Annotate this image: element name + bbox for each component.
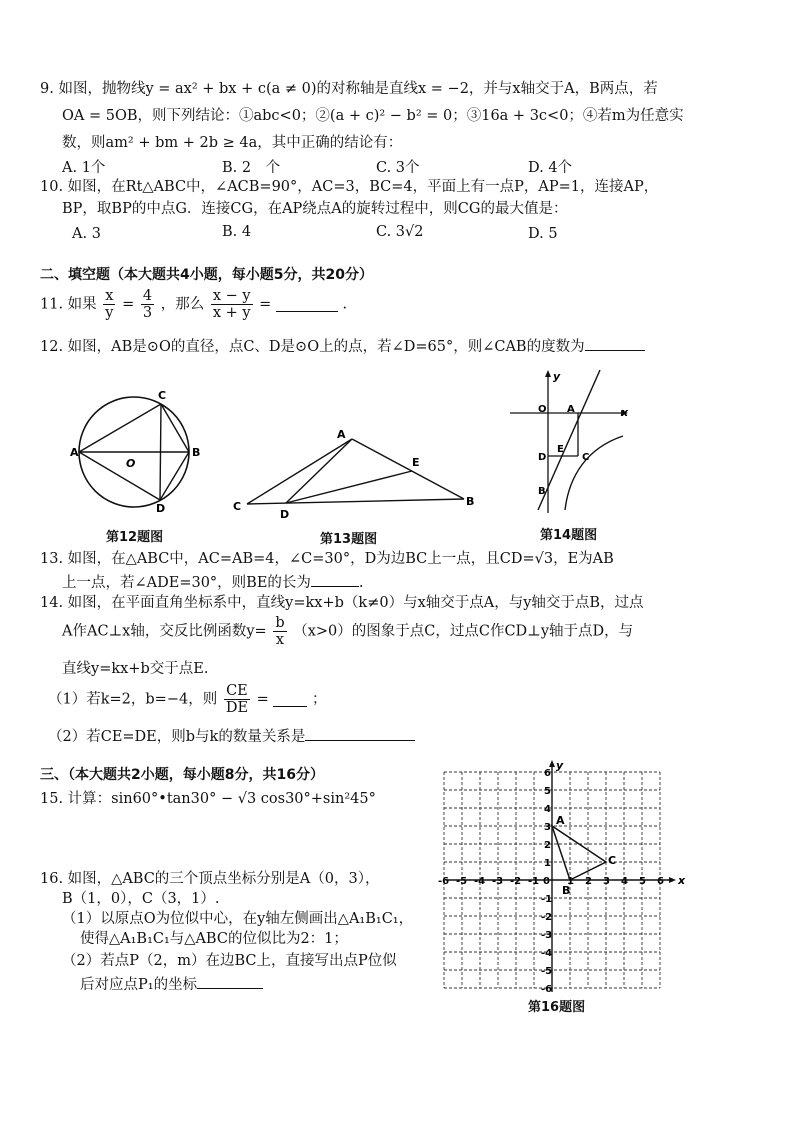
q11-suffix: =: [259, 296, 272, 313]
fig16-x-tick-label: 4: [621, 876, 628, 887]
fig16-y-tick-label: 3: [544, 822, 551, 833]
q13-line2: [62, 572, 364, 592]
fig13-label-a: A: [337, 428, 346, 441]
q11-frac1-num: x: [103, 288, 115, 305]
fig16-label-x: x: [678, 874, 686, 887]
section-3-heading: 三、（本大题共2小题，每小题8分，共16分）: [40, 767, 324, 783]
q11-frac3-den: x + y: [212, 305, 251, 321]
fig16-x-tick-label: 3: [603, 876, 610, 887]
fig16-y-tick-label: 2: [544, 840, 551, 851]
q11-frac3-num: x − y: [212, 288, 251, 304]
fig13-label-e: E: [412, 456, 420, 469]
q9-line3: 数，则am² + bm + 2b ≥ 4a，其中正确的结论有：: [62, 135, 403, 151]
q9-option-b: B. 2 个: [222, 160, 281, 176]
figure-16: [440, 760, 685, 995]
fig16-label-y: y: [556, 759, 564, 772]
q11-equals: =: [122, 296, 135, 313]
q11-answer-blank[interactable]: [276, 297, 338, 312]
q16-line3: （1）以原点O为位似中心，在y轴左侧画出△A₁B₁C₁，: [62, 911, 414, 927]
fig16-y-tick-label: -1: [541, 894, 553, 905]
q11-end: .: [342, 296, 348, 313]
q11-prefix: 11. 如果: [40, 296, 97, 313]
fig16-y-tick-label: 5: [544, 786, 551, 797]
fig16-x-tick-label: 6: [657, 876, 664, 887]
fig14-caption: 第14题图: [540, 528, 598, 543]
q12-text: 12. 如图，AB是⊙O的直径，点C、D是⊙O上的点，若∠D=65°，则∠CAB的度数为: [40, 339, 585, 355]
q12-line: [40, 336, 645, 356]
fig14-hyperbola: [565, 436, 623, 510]
q16-line4: 使得△A₁B₁C₁与△ABC的位似比为2：1；: [80, 931, 348, 947]
fig14-label-o: O: [538, 404, 547, 415]
q13-line1: 13. 如图，在△ABC中，AC=AB=4，∠C=30°，D为边BC上一点，且CD=√3，E为AB: [40, 551, 614, 567]
q14-sub2-text: （2）若CE=DE，则b与k的数量关系是: [48, 729, 306, 745]
fig14-label-c: C: [582, 452, 590, 463]
figure-13: [228, 424, 478, 519]
fig13-label-c: C: [233, 500, 242, 513]
q16-line1: 16. 如图，△ABC的三个顶点坐标分别是A（0，3），: [40, 871, 380, 887]
q14-sub1-den: DE: [225, 700, 249, 716]
fig14-label-a: A: [567, 404, 575, 415]
fig14-label-b: B: [538, 486, 546, 497]
q14-sub1-equals: =: [256, 691, 269, 708]
q14-frac-num: b: [275, 615, 285, 631]
fig12-chord-bd: [160, 452, 189, 500]
fig12-chord-cb: [161, 404, 189, 452]
fig16-label-b: B: [562, 884, 571, 897]
q11-mid: ，那么: [160, 296, 205, 313]
fig16-y-arrow: [549, 760, 555, 767]
fig12-label-a: A: [70, 446, 79, 459]
q14-sub1-end: ；: [312, 691, 327, 708]
fig13-label-b: B: [466, 495, 475, 508]
fig12-chord-ac: [79, 404, 161, 452]
fig16-x-tick-label: 0: [543, 876, 550, 887]
fig16-y-tick-label: 6: [544, 768, 551, 779]
fig14-label-y: y: [553, 370, 561, 383]
q9-option-c: C. 3个: [376, 160, 420, 176]
q16-answer-blank[interactable]: [197, 974, 263, 989]
fig13-side-ca: [247, 439, 352, 504]
q11-frac2-num: 4: [142, 288, 153, 304]
q9-option-a: A. 1个: [62, 160, 106, 176]
q14-sub2-answer-blank[interactable]: [305, 726, 415, 741]
fig16-y-tick-label: -3: [541, 930, 553, 941]
q16-line5: （2）若点P（2，m）在边BC上，直接写出点P位似: [62, 953, 397, 969]
q11-line: [40, 288, 347, 321]
fig12-label-d: D: [156, 502, 166, 515]
q14-frac-den: x: [275, 632, 285, 648]
fig16-y-tick-label: -4: [541, 948, 553, 959]
fig16-x-tick-label: 1: [567, 876, 574, 887]
fig13-side-ab: [352, 439, 464, 499]
fig12-chord-cd: [160, 404, 161, 500]
q9-line1: 9. 如图，抛物线y = ax² + bx + c(a ≠ 0)的对称轴是直线x = −2，并与x轴交于A，B两点，若: [40, 81, 658, 97]
q10-option-d: D. 5: [528, 226, 558, 242]
figure-12: [70, 390, 200, 520]
fig12-label-c: C: [158, 389, 167, 402]
fig12-caption: 第12题图: [106, 530, 164, 545]
q10-line1: 10. 如图，在Rt△ABC中，∠ACB=90°，AC=3，BC=4，平面上有一点P，AP=1，连接AP，: [40, 179, 659, 195]
fig14-label-e: E: [557, 444, 564, 455]
q11-fraction-43: [141, 288, 154, 321]
q14-fraction-bx: [273, 615, 286, 648]
q13-line2-text: 上一点，若∠ADE=30°，则BE的长为: [62, 575, 311, 591]
q14-sub1-text: （1）若k=2，b=−4，则: [48, 691, 218, 708]
q15-line: 15. 计算：sin60°•tan30° − √3 cos30°+sin²45°: [40, 791, 376, 807]
q9-line2: OA = 5OB，则下列结论：①abc<0；②(a + c)² − b² = 0；③16a + 3c<0；④若m为任意实: [62, 108, 684, 124]
fig14-label-x: x: [621, 406, 629, 419]
fig16-y-tick-label: 1: [544, 858, 551, 869]
q11-fraction-xy: [103, 288, 115, 321]
q16-line6-text: 后对应点P₁的坐标: [80, 977, 198, 993]
fig13-segment-da: [286, 439, 352, 503]
q11-fraction-expr: [211, 288, 253, 321]
fig16-x-tick-label: -5: [456, 876, 468, 887]
q14-sub1-fraction: [224, 683, 250, 716]
fig16-x-arrow: [669, 877, 676, 883]
fig16-x-tick-label: -1: [528, 876, 540, 887]
section-2-heading: 二、填空题（本大题共4小题，每小题5分，共20分）: [40, 267, 373, 283]
fig16-x-tick-label: -2: [510, 876, 522, 887]
q16-line6: [80, 974, 263, 994]
q10-option-b: B. 4: [222, 224, 252, 240]
fig16-triangle-abc: [552, 826, 606, 880]
fig13-caption: 第13题图: [320, 532, 378, 547]
fig13-segment-de: [286, 471, 412, 503]
fig16-y-tick-label: -6: [541, 984, 553, 995]
fig14-y-arrow: [545, 370, 551, 377]
q11-frac2-den: 3: [142, 305, 153, 321]
fig16-x-tick-label: -4: [474, 876, 486, 887]
q14-sub1: [48, 683, 327, 716]
q14-line2-text-b: （x>0）的图象于点C，过点C作CD⊥y轴于点D，与: [293, 623, 634, 640]
fig16-x-tick-label: 5: [639, 876, 646, 887]
fig16-caption: 第16题图: [528, 1000, 586, 1015]
q13-answer-blank[interactable]: [311, 572, 359, 587]
fig16-x-ticks: [438, 876, 664, 887]
fig16-x-tick-label: -3: [492, 876, 504, 887]
fig13-label-d: D: [280, 508, 290, 521]
fig16-y-tick-label: 4: [544, 804, 551, 815]
q12-answer-blank[interactable]: [585, 336, 645, 351]
q11-frac1-den: y: [105, 305, 114, 321]
q14-sub1-num: CE: [224, 683, 250, 700]
fig12-label-b: B: [192, 446, 201, 459]
fig12-chord-ad: [79, 452, 160, 500]
q9-option-d: D. 4个: [528, 160, 573, 176]
q14-sub2: [48, 726, 415, 746]
q14-sub1-answer-blank[interactable]: [273, 692, 307, 707]
fig16-x-tick-label: 2: [585, 876, 592, 887]
q16-line2: B（1，0），C（3，1）.: [62, 891, 220, 907]
fig14-label-d: D: [538, 452, 547, 463]
q13-line2-end: .: [358, 575, 364, 591]
fig16-x-tick-label: -6: [438, 876, 450, 887]
fig16-y-tick-label: -2: [541, 912, 553, 923]
q14-line3: 直线y=kx+b交于点E.: [62, 661, 209, 677]
fig12-label-o: O: [126, 457, 136, 470]
fig16-label-c: C: [608, 854, 617, 867]
fig16-y-tick-label: -5: [541, 966, 553, 977]
fig13-side-cb: [247, 499, 464, 504]
q14-line2: [62, 615, 633, 648]
q14-line2-text-a: A作AC⊥x轴，交反比例函数y=: [62, 623, 267, 640]
fig16-label-a: A: [556, 814, 565, 827]
q10-line2: BP，取BP的中点G．连接CG，在AP绕点A的旋转过程中，则CG的最大值是：: [62, 201, 568, 217]
figure-14: [505, 368, 635, 518]
q14-line1: 14. 如图，在平面直角坐标系中，直线y=kx+b（k≠0）与x轴交于点A，与y轴交于点B，过点: [40, 595, 644, 611]
q10-option-c: C. 3√2: [376, 224, 424, 240]
q10-option-a: A. 3: [72, 226, 101, 242]
